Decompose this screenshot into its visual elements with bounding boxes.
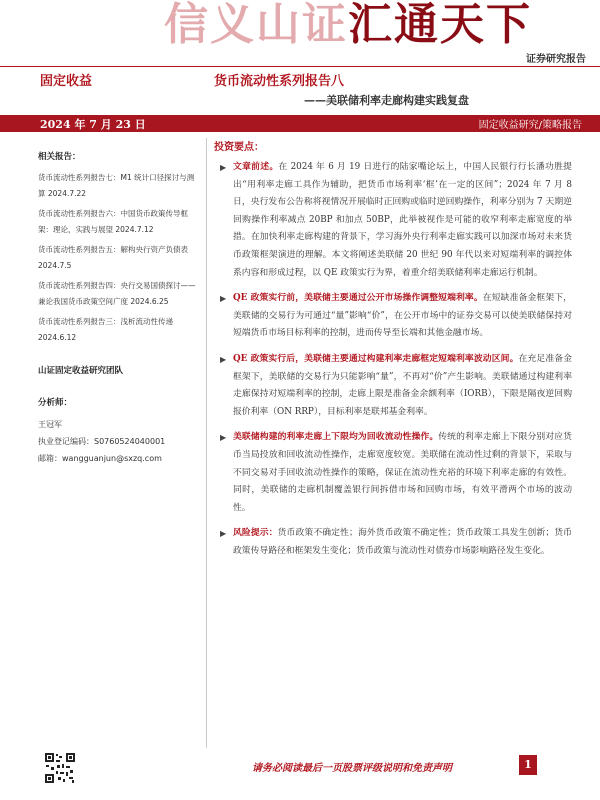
- analyst-email[interactable]: 邮箱：wangguanjun@sxzq.com: [38, 454, 162, 463]
- related-report-link[interactable]: 货币流动性系列报告六：中国货币政策传导框架：理论，实践与展望 2024.7.12: [38, 209, 188, 234]
- key-point: [220, 159, 572, 282]
- slogan-part2: 汇通天下: [348, 0, 532, 50]
- key-point-lead: 风险提示：: [233, 528, 278, 539]
- sidebar: [38, 150, 198, 467]
- slogan-part1: 信义山证: [164, 0, 348, 50]
- bullet-arrow-icon: ▶: [220, 294, 227, 304]
- key-point-lead: QE 政策实行后，美联储主要通过构建利率走廊框定短端利率波动区间。: [233, 353, 519, 364]
- key-point-body: 传统的利率走廊上下限分别对应货币当局投放和回收流动性操作，走廊宽度较宽。美联储在流动性过剩的背景下，采取与不同交易对手回收流动性操作的策略，保证在流动性充裕的环境下利率走廊的有效性。同时，美联储的走廊机制覆盖银行间拆借市场和回购市场，有效平滑两个市场的波动性。: [233, 432, 572, 513]
- related-report-link[interactable]: 货币流动性系列报告四：央行交易国债探讨——兼论我国货币政策空间广度 2024.6.25: [38, 281, 196, 306]
- key-point: [220, 290, 572, 343]
- report-title: 货币流动性系列报告八: [214, 74, 345, 89]
- main-content: [214, 138, 572, 568]
- top-divider: [0, 66, 600, 67]
- bullet-arrow-icon: ▶: [220, 529, 227, 539]
- analyst-heading: 分析师：: [38, 398, 73, 408]
- key-point: [220, 525, 572, 560]
- key-point-lead: 美联储构建的利率走廊上下限均为回收流动性操作。: [233, 432, 439, 443]
- related-report-link[interactable]: 货币流动性系列报告七：M1 统计口径探讨与测算 2024.7.22: [38, 173, 195, 198]
- related-report-link[interactable]: 货币流动性系列报告五：解构央行资产负债表 2024.7.5: [38, 245, 188, 270]
- key-point-body: 在 2024 年 6 月 19 日进行的陆家嘴论坛上，中国人民银行行长潘功胜提出“用利率走廊工具作为辅助，把货币市场利率‘框’在一定的区间”；2024 年 7 月 8 日，央行发布公告称将视情况开展临时正回购或临时逆回购操作，利率分别为 7 天期逆回购操作利率减点 20BP 和加点 50BP，此举被视作是可能的收窄利率走廊宽度的举措。在加快利率走廊构建的背景下，学习海外央行利率走廊实践可以加深市场对未来货币政策框架演进的理解。本文将阐述美联储 20 世纪 90 年代以来对短端利率的调控体系内容和形成过程，以 QE 政策实行为界，着重介绍美联储利率走廊运行机制。: [233, 162, 572, 278]
- related-report-link[interactable]: 货币流动性系列报告三：浅析流动性传递 2024.6.12: [38, 317, 173, 342]
- header-logo: [0, 0, 600, 70]
- disclaimer-notice: 请务必阅读最后一页股票评级说明和免责声明: [252, 763, 452, 774]
- related-reports-heading: 相关报告：: [38, 152, 81, 162]
- bullet-arrow-icon: ▶: [220, 433, 227, 443]
- page-number: 1: [519, 755, 537, 775]
- qr-code-icon: [44, 752, 76, 784]
- key-point: [220, 429, 572, 517]
- column-divider: [206, 138, 207, 748]
- analyst-name: 王冠军: [38, 420, 62, 429]
- analyst-license: 执业登记编码：S0760524040001: [38, 437, 166, 446]
- report-date: 2024 年 7 月 23 日: [40, 118, 146, 131]
- brand-tag: 证券研究报告: [526, 54, 586, 65]
- key-point: [220, 351, 572, 421]
- slogan: [164, 0, 532, 52]
- key-points-heading: 投资要点：: [214, 142, 264, 153]
- report-subtitle: ——美联储利率走廊构建实践复盘: [304, 94, 469, 107]
- bullet-arrow-icon: ▶: [220, 163, 227, 172]
- research-team: 山证固定收益研究团队: [38, 366, 124, 376]
- bullet-arrow-icon: ▶: [220, 354, 227, 364]
- key-point-body: 在充足准备金框架下，美联储的交易行为只能影响“量”，不再对“价”产生影响。美联储通过构建利率走廊保持对短端利率的控制，走廊上限是准备金余额利率（IORB），下限是隔夜逆回购报价利率（ON RRP），目标利率是联邦基金利率。: [233, 353, 572, 417]
- report-type: 固定收益研究/策略报告: [478, 120, 582, 131]
- report-category: 固定收益: [40, 74, 93, 89]
- key-point-lead: 文章前述。: [233, 162, 279, 172]
- key-point-body: 货币政策不确定性；海外货币政策不确定性；货币政策工具发生创新；货币政策传导路径和框架发生变化；货币政策与流动性对债券市场影响路径发生变化。: [233, 528, 572, 556]
- key-point-lead: QE 政策实行前，美联储主要通过公开市场操作调整短端利率。: [233, 293, 483, 304]
- key-point-body: 在短缺准备金框架下，美联储的交易行为可通过“量”影响“价”，在公开市场中的证券交易可以使美联储保持对短端货币市场目标利率的控制，进而传导至长端和其他金融市场。: [233, 293, 572, 339]
